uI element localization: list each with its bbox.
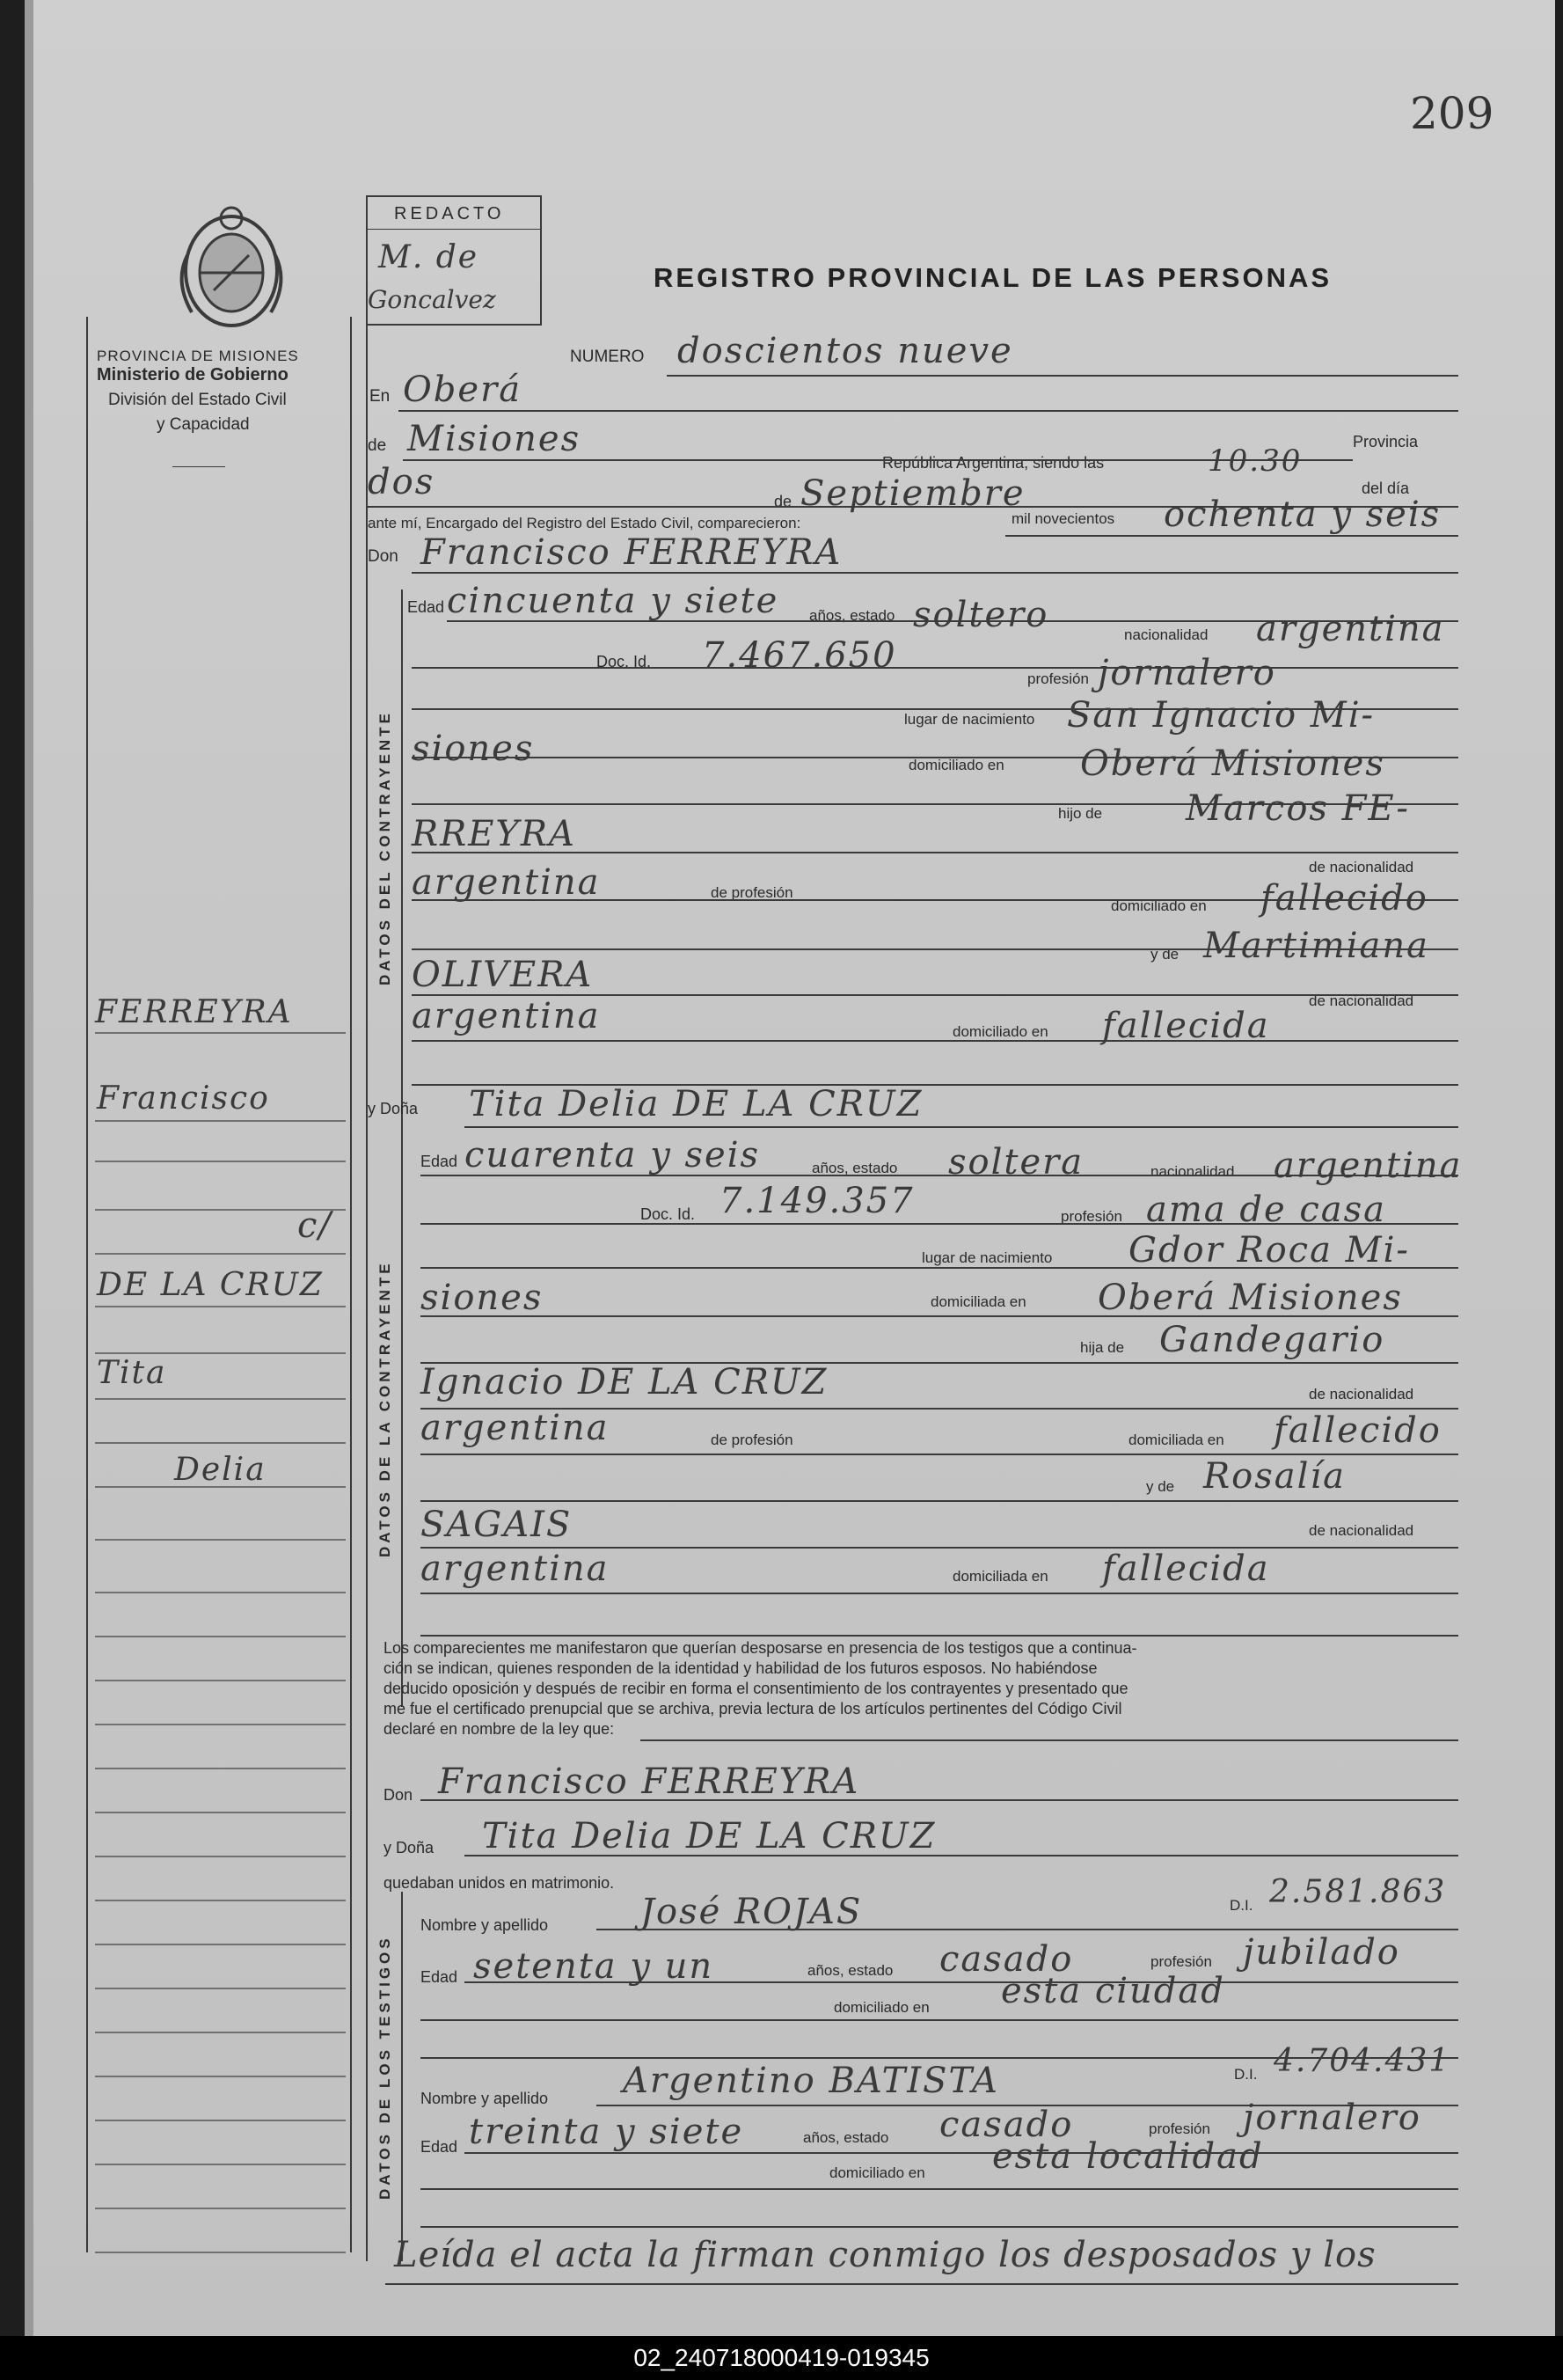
doc-label: Doc. Id.	[596, 653, 652, 670]
c2-madre-nacionalidad-label: de nacionalidad	[1309, 1522, 1414, 1539]
redacto-box	[366, 195, 542, 326]
province-label: PROVINCIA DE MISIONES	[97, 348, 299, 364]
madre-value: Martimiana	[1203, 926, 1429, 966]
hijo-label: hijo de	[1058, 805, 1103, 822]
c2-madre-value: Rosalía	[1203, 1456, 1347, 1497]
padre-value: Marcos FE-	[1186, 788, 1410, 829]
margin-ruled-lines	[95, 1029, 350, 2279]
republica-text: República Argentina, siendo las	[882, 454, 1105, 472]
edad-value: cincuenta y siete	[447, 581, 779, 621]
t2-estado-value: casado	[939, 2105, 1074, 2145]
de-label: de	[368, 436, 387, 455]
declaration-line-2: ción se indican, quienes responden de la identidad y habilidad de los futuros esposos. No habiéndose	[383, 1659, 1098, 1677]
numero-label: NUMERO	[570, 348, 645, 366]
c2-madre-nac-value: argentina	[420, 1549, 610, 1589]
ante-text: ante mí, Encargado del Registro del Estado Civil, comparecieron:	[368, 515, 801, 531]
declaration-line-5: declaré en nombre de la ley que:	[383, 1720, 615, 1738]
c2-nacionalidad-label: nacionalidad	[1150, 1163, 1235, 1180]
c2-padre-dom-label: domiciliada en	[1128, 1432, 1224, 1448]
redacto-value-2: Goncalvez	[368, 285, 496, 314]
domiciliado-value: Oberá Misiones	[1080, 743, 1385, 784]
c2-madre-value-2: SAGAIS	[420, 1505, 573, 1545]
division-label-2: y Capacidad	[157, 415, 250, 434]
t2-nombre-value: Argentino BATISTA	[623, 2061, 999, 2101]
c2-padre-value: Gandegario	[1159, 1320, 1385, 1360]
profesion-label: profesión	[1027, 670, 1089, 687]
unidos-text: quedaban unidos en matrimonio.	[383, 1874, 615, 1892]
t1-profesion-value: jubilado	[1243, 1932, 1400, 1973]
dia-value: dos	[368, 462, 435, 502]
margin-surname-bride: DE LA CRUZ	[97, 1267, 324, 1303]
c2-madre-dom-value: fallecida	[1102, 1549, 1270, 1589]
madre-nac-value: argentina	[412, 996, 601, 1036]
decl-don-label: Don	[383, 1786, 413, 1804]
ministry-label: Ministerio de Gobierno	[97, 365, 288, 384]
t1-dom-label: domiciliado en	[834, 1999, 930, 2016]
c2-padre-dom-value: fallecido	[1274, 1410, 1442, 1451]
dona-label: y Doña	[368, 1100, 419, 1117]
profesion-value: jornalero	[1098, 653, 1276, 693]
provincia-label: Provincia	[1353, 433, 1419, 450]
mes-label: de	[774, 493, 792, 510]
document-id-footer: 02_240718000419-019345	[0, 2336, 1563, 2380]
registry-title: REGISTRO PROVINCIAL DE LAS PERSONAS	[654, 262, 1333, 293]
domiciliado-label: domiciliado en	[909, 757, 1004, 773]
t1-nombre-value: José ROJAS	[640, 1892, 863, 1932]
c2-de-nacionalidad-label: de nacionalidad	[1309, 1386, 1414, 1402]
t2-dom-value: esta localidad	[992, 2136, 1264, 2177]
c2-lugar-label: lugar de nacimiento	[922, 1249, 1053, 1266]
t1-estado-value: casado	[939, 1939, 1074, 1980]
division-label: División del Estado Civil	[108, 391, 287, 409]
declaration-line-3: deducido oposición y después de recibir en forma el consentimiento de los contrayentes y presentado que	[383, 1680, 1128, 1697]
nacionalidad-value: argentina	[1256, 609, 1445, 649]
t1-nombre-label: Nombre y apellido	[420, 1916, 549, 1934]
decl-don-value: Francisco FERREYRA	[438, 1761, 860, 1802]
lugar-value: San Ignacio Mi-	[1067, 695, 1375, 736]
padre-value-2: RREYRA	[412, 814, 576, 854]
mil-label: mil novecientos	[1012, 510, 1115, 527]
coat-of-arms-seal	[165, 202, 297, 334]
t1-edad-label: Edad	[420, 1968, 458, 1986]
c2-hija-label: hija de	[1080, 1339, 1125, 1356]
y-de-label: y de	[1150, 946, 1180, 963]
t2-profesion-label: profesión	[1149, 2120, 1210, 2137]
t2-di-value: 4.704.431	[1274, 2043, 1451, 2079]
testigos-side-label: DATOS DE LOS TESTIGOS	[376, 1935, 393, 2200]
del-dia-label: del día	[1362, 480, 1410, 497]
margin-name-groom: Francisco	[97, 1080, 270, 1117]
t1-di-value: 2.581.863	[1269, 1874, 1447, 1910]
de-profesion-label: de profesión	[711, 884, 793, 901]
en-value: Oberá	[403, 370, 522, 410]
contrayenta-side-label: DATOS DE LA CONTRAYENTE	[376, 1260, 393, 1557]
t2-edad-value: treinta y siete	[469, 2112, 744, 2152]
decl-dona-value: Tita Delia DE LA CRUZ	[482, 1816, 937, 1856]
t2-nombre-label: Nombre y apellido	[420, 2090, 549, 2107]
c2-profesion-label: profesión	[1061, 1208, 1122, 1225]
c2-edad-label: Edad	[420, 1153, 458, 1170]
c2-domiciliada-label: domiciliada en	[931, 1293, 1026, 1310]
c2-domiciliada-value: Oberá Misiones	[1098, 1278, 1403, 1318]
c2-lugar-value-2: siones	[420, 1278, 544, 1318]
don-value: Francisco FERREYRA	[420, 532, 843, 573]
declaration-line-4: me fue el certificado prenupcial que se archiva, previa lectura de los artículos pertinentes del Código Civil	[383, 1700, 1122, 1717]
c2-nacionalidad-value: argentina	[1274, 1146, 1463, 1186]
t1-di-label: D.I.	[1230, 1897, 1253, 1914]
closing-text: Leída el acta la firman conmigo los desposados y los	[394, 2235, 1377, 2275]
c2-anios-estado-label: años, estado	[812, 1160, 898, 1176]
margin-mark: c/	[297, 1205, 332, 1246]
dona-value: Tita Delia DE LA CRUZ	[469, 1084, 924, 1124]
doc-value: 7.467.650	[702, 635, 897, 676]
contrayente-side-label: DATOS DEL CONTRAYENTE	[376, 710, 393, 985]
t1-profesion-label: profesión	[1150, 1953, 1212, 1970]
madre-value-2: OLIVERA	[412, 955, 594, 995]
edad-label: Edad	[407, 598, 445, 616]
t1-anios-estado-label: años, estado	[807, 1962, 894, 1979]
t2-dom-label: domiciliado en	[829, 2164, 925, 2181]
c2-y-de-label: y de	[1146, 1478, 1175, 1495]
lugar-value-2: siones	[412, 729, 535, 769]
margin-name-bride-2: Delia	[174, 1452, 267, 1488]
declaration-line-1: Los comparecientes me manifestaron que querían desposarse en presencia de los testigos que a continua-	[383, 1639, 1137, 1657]
c2-padre-nac-value: argentina	[420, 1408, 610, 1448]
anio-value: ochenta y seis	[1164, 494, 1442, 535]
t1-dom-value: esta ciudad	[1001, 1971, 1225, 2011]
t2-edad-label: Edad	[420, 2138, 458, 2156]
numero-value: doscientos nueve	[677, 331, 1013, 371]
decl-dona-label: y Doña	[383, 1839, 435, 1856]
hora-value: 10.30	[1208, 443, 1303, 479]
lugar-label: lugar de nacimiento	[904, 711, 1035, 728]
estado-value: soltero	[913, 595, 1049, 635]
de-nacionalidad-label: de nacionalidad	[1309, 859, 1414, 875]
t1-edad-value: setenta y un	[473, 1946, 714, 1987]
padre-nac-value: argentina	[412, 862, 601, 903]
en-label: En	[369, 387, 391, 406]
t2-di-label: D.I.	[1234, 2066, 1258, 2083]
anios-estado-label: años, estado	[809, 607, 895, 624]
t2-profesion-value: jornalero	[1243, 2098, 1421, 2138]
margin-name-bride-1: Tita	[97, 1355, 167, 1391]
c2-padre-value-2: Ignacio DE LA CRUZ	[420, 1362, 829, 1402]
madre-nacionalidad-label: de nacionalidad	[1309, 992, 1414, 1009]
madre-dom-label: domiciliado en	[953, 1023, 1048, 1040]
t2-anios-estado-label: años, estado	[803, 2129, 889, 2146]
madre-dom-value: fallecida	[1102, 1006, 1270, 1046]
redacto-value-1: M. de	[378, 239, 479, 275]
page-number: 209	[1410, 88, 1494, 139]
c2-estado-value: soltera	[948, 1142, 1085, 1183]
redacto-label: REDACTO	[394, 204, 505, 223]
document-page	[25, 0, 1555, 2336]
mes-value: Septiembre	[800, 473, 1026, 514]
c2-profesion-value: ama de casa	[1146, 1190, 1386, 1230]
c2-doc-value: 7.149.357	[719, 1181, 915, 1221]
c2-de-profesion-label: de profesión	[711, 1432, 793, 1448]
margin-surname-groom: FERREYRA	[95, 994, 293, 1030]
c2-edad-value: cuarenta y seis	[464, 1135, 761, 1175]
c2-doc-label: Doc. Id.	[640, 1205, 696, 1223]
don-label: Don	[368, 547, 398, 566]
nacionalidad-label: nacionalidad	[1124, 626, 1209, 643]
padre-domiciliado-label: domiciliado en	[1111, 897, 1207, 914]
c2-madre-dom-label: domiciliada en	[953, 1568, 1048, 1585]
c2-lugar-value: Gdor Roca Mi-	[1128, 1230, 1410, 1271]
de-value: Misiones	[407, 419, 581, 459]
padre-dom-value: fallecido	[1260, 878, 1428, 919]
